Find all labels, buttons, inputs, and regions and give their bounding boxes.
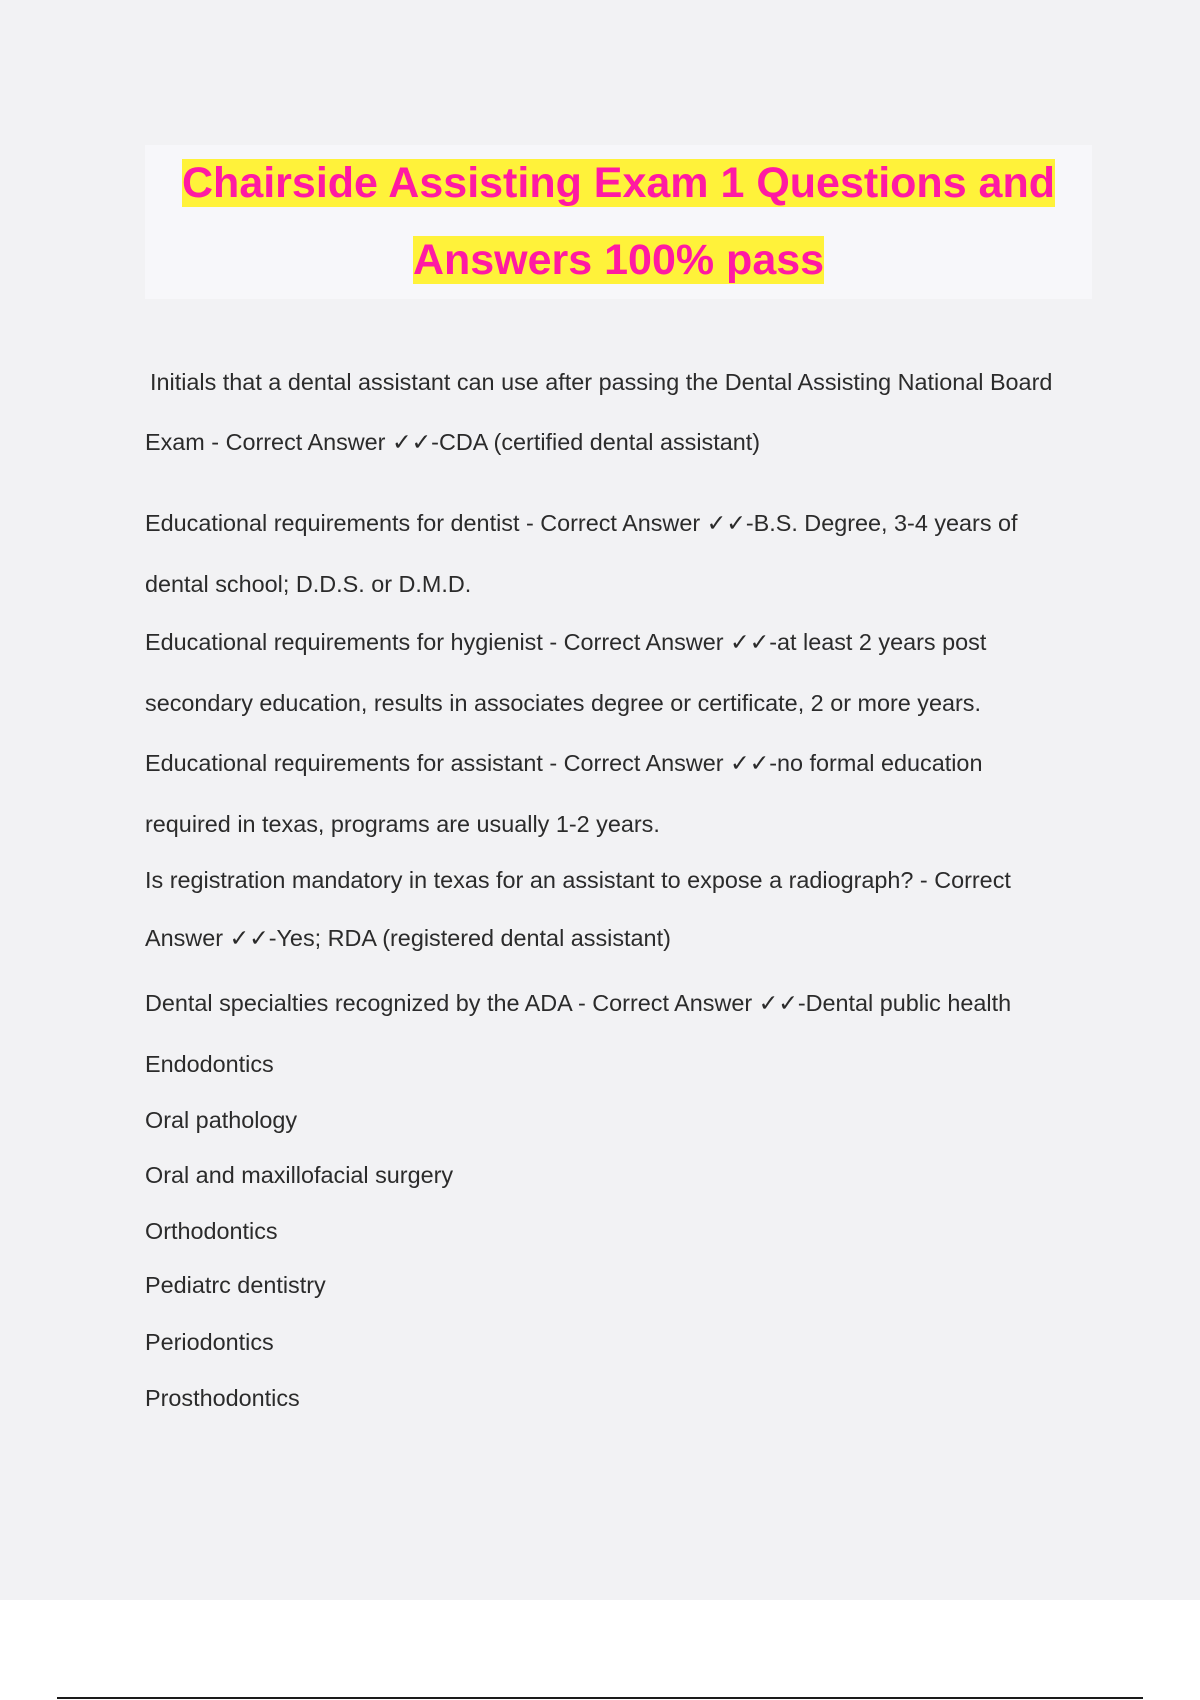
specialty-list-item: Oral pathology — [145, 1107, 298, 1133]
question-3-line-2: secondary education, results in associates degree or certificate, 2 or more years. — [145, 690, 981, 716]
specialty-list-item: Pediatrc dentistry — [145, 1272, 326, 1298]
footer-divider — [57, 1697, 1143, 1699]
specialty-list-item: Prosthodontics — [145, 1385, 300, 1411]
specialty-list-item: Periodontics — [145, 1329, 274, 1355]
question-2-line-1: Educational requirements for dentist - Correct Answer ✓✓-B.S. Degree, 3-4 years of — [145, 510, 1018, 536]
question-1-line-2: Exam - Correct Answer ✓✓-CDA (certified dental assistant) — [145, 429, 761, 455]
specialty-list-item: Endodontics — [145, 1051, 274, 1077]
specialty-list-item: Oral and maxillofacial surgery — [145, 1162, 454, 1188]
question-2-line-2: dental school; D.D.S. or D.M.D. — [145, 571, 472, 597]
title-line-2: Answers 100% pass — [412, 236, 825, 284]
question-4-line-1: Educational requirements for assistant - Correct Answer ✓✓-no formal education — [145, 750, 983, 776]
question-5-line-1: Is registration mandatory in texas for an assistant to expose a radiograph? - Correct — [145, 867, 1011, 893]
question-5-line-2: Answer ✓✓-Yes; RDA (registered dental assistant) — [145, 925, 671, 951]
title-line-1: Chairside Assisting Exam 1 Questions and — [182, 159, 1055, 207]
specialty-list-item: Orthodontics — [145, 1218, 278, 1244]
question-3-line-1: Educational requirements for hygienist - Correct Answer ✓✓-at least 2 years post — [145, 629, 987, 655]
question-4-line-2: required in texas, programs are usually 1-2 years. — [145, 811, 660, 837]
question-6-line-1: Dental specialties recognized by the ADA - Correct Answer ✓✓-Dental public health — [145, 990, 1012, 1016]
question-1-line-1: Initials that a dental assistant can use after passing the Dental Assisting National Board — [150, 369, 1053, 395]
document-title — [145, 145, 1092, 299]
